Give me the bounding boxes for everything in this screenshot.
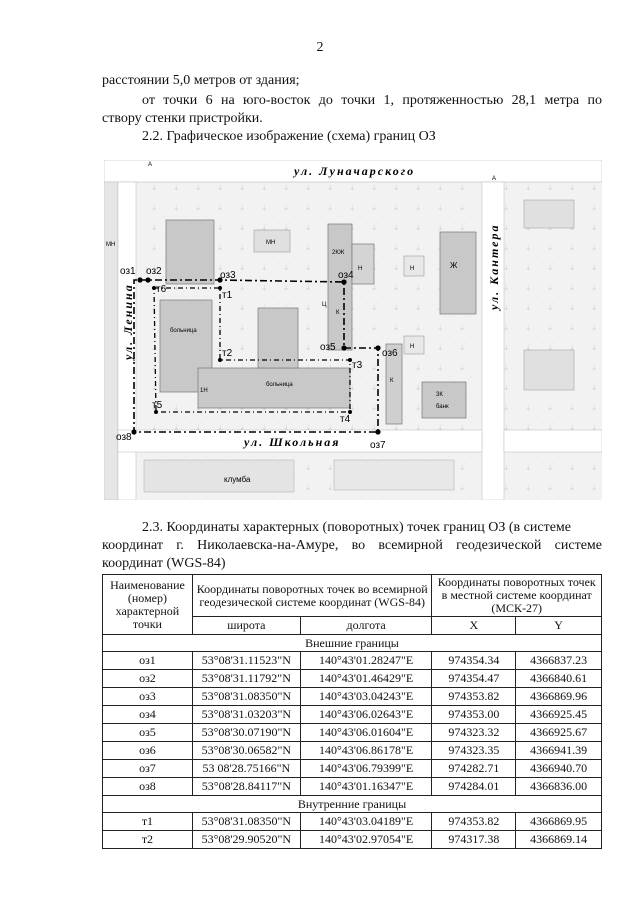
table-row (103, 652, 602, 670)
cell-x: 974354.34 (432, 652, 516, 670)
cell-y: 4366869.14 (516, 831, 602, 849)
cell-x: 974284.01 (432, 778, 516, 796)
point-label-oz7: оз7 (370, 440, 386, 451)
cell-lon: 140°43'06.02643"E (300, 706, 432, 724)
section-inner: Внутренние границы (103, 796, 602, 813)
section-outer: Внешние границы (103, 635, 602, 652)
page-number: 2 (316, 40, 324, 55)
label-h2: Н (410, 266, 415, 272)
cell-lat: 53°08'31.11523"N (192, 652, 300, 670)
cell-lon: 140°43'06.79399"E (300, 760, 432, 778)
cell-lon: 140°43'01.46429"E (300, 670, 432, 688)
table-row (103, 688, 602, 706)
cell-name: оз4 (103, 706, 193, 724)
header-name: Наименование (номер) характерной точки (103, 575, 193, 635)
point-label-oz6: оз6 (382, 348, 398, 359)
label-k2: К (390, 378, 394, 384)
point-label-t1: т1 (222, 290, 233, 301)
cell-x: 974323.32 (432, 724, 516, 742)
label-h1: Н (358, 266, 363, 272)
cell-lon: 140°43'06.86178"E (300, 742, 432, 760)
label-a2: А (492, 176, 497, 182)
table-row (103, 778, 602, 796)
header-wgs: Координаты поворотных точек во всемирной геодезической системе координат (WGS-84) (192, 575, 432, 617)
cell-name: оз8 (103, 778, 193, 796)
point-label-t6: т6 (156, 284, 167, 295)
cell-x: 974282.71 (432, 760, 516, 778)
point-label-oz4: оз4 (338, 270, 354, 281)
label-a1: А (148, 162, 153, 168)
cell-y: 4366840.61 (516, 670, 602, 688)
cell-lat: 53°08'31.11792"N (192, 670, 300, 688)
cell-lon: 140°43'01.28247"E (300, 652, 432, 670)
cell-lat: 53°08'31.08350"N (192, 813, 300, 831)
cell-lon: 140°43'03.04243"E (300, 688, 432, 706)
section-line-1: 2.3. Координаты характерных (поворотных) точек границ ОЗ (в системе (142, 520, 571, 535)
cell-name: оз3 (103, 688, 193, 706)
label-k1: К (336, 310, 340, 316)
coordinates-table (102, 574, 602, 849)
point-label-t3: т3 (352, 360, 363, 371)
table-row (103, 742, 602, 760)
cell-y: 4366941.39 (516, 742, 602, 760)
cell-x: 974323.35 (432, 742, 516, 760)
section-line-2: координат г. Николаевска-на-Амуре, во всемирной геодезической системе (102, 538, 602, 553)
label-mn-2: МН (106, 242, 116, 248)
cell-name: т1 (103, 813, 193, 831)
text-line-3: створу стенки пристройки. (102, 111, 263, 126)
street-east: ул. Кантера (487, 223, 501, 310)
table-row (103, 813, 602, 831)
label-h3: Н (410, 344, 415, 350)
table-row (103, 706, 602, 724)
label-2kzh: 2КЖ (332, 250, 345, 256)
cell-lon: 140°43'01.16347"E (300, 778, 432, 796)
cell-name: оз1 (103, 652, 193, 670)
cell-x: 974317.38 (432, 831, 516, 849)
cell-y: 4366836.00 (516, 778, 602, 796)
label-flowerbed: клумба (224, 475, 251, 484)
table-row (103, 760, 602, 778)
label-c: Ц (322, 302, 327, 308)
point-label-oz1: оз1 (120, 266, 136, 277)
label-bank-type: 3К (436, 392, 443, 398)
cell-x: 974353.82 (432, 813, 516, 831)
header-lon: долгота (300, 617, 432, 635)
point-label-t2: т2 (222, 348, 233, 359)
cell-y: 4366925.45 (516, 706, 602, 724)
cell-lat: 53°08'28.84117"N (192, 778, 300, 796)
point-label-oz5: оз5 (320, 342, 336, 353)
label-hospital-2: больница (266, 382, 293, 388)
header-x: X (432, 617, 516, 635)
table-row (103, 831, 602, 849)
heading-schema: 2.2. Графическое изображение (схема) границ ОЗ (142, 129, 436, 144)
cell-lat: 53°08'30.06582"N (192, 742, 300, 760)
text-line-2: от точки 6 на юго-восток до точки 1, протяженностью 28,1 метра по (142, 93, 602, 108)
cell-lon: 140°43'03.04189"E (300, 813, 432, 831)
cell-y: 4366869.95 (516, 813, 602, 831)
cell-lat: 53 08'28.75166"N (192, 760, 300, 778)
label-bank: банк (436, 404, 449, 410)
section-line-3: координат (WGS-84) (102, 556, 226, 571)
label-zh: Ж (450, 261, 458, 270)
cell-lon: 140°43'06.01604"E (300, 724, 432, 742)
cell-name: т2 (103, 831, 193, 849)
cell-y: 4366837.23 (516, 652, 602, 670)
cell-name: оз2 (103, 670, 193, 688)
header-lat: широта (192, 617, 300, 635)
cell-x: 974354.47 (432, 670, 516, 688)
header-msk: Координаты поворотных точек в местной системе координат (МСК-27) (432, 575, 602, 617)
point-label-t5: т5 (152, 400, 163, 411)
street-north: ул. Луначарского (294, 164, 416, 178)
point-label-oz8: оз8 (116, 432, 132, 443)
point-label-t4: т4 (340, 414, 351, 425)
table-row (103, 724, 602, 742)
label-hospital-1: больница (170, 328, 197, 334)
street-west: ул. Ленина (121, 283, 135, 360)
cell-lat: 53°08'29.90520"N (192, 831, 300, 849)
label-1n: 1Н (200, 388, 208, 394)
table-row (103, 670, 602, 688)
cell-x: 974353.00 (432, 706, 516, 724)
label-mn: МН (266, 240, 276, 246)
header-y: Y (516, 617, 602, 635)
cell-y: 4366940.70 (516, 760, 602, 778)
cell-lat: 53°08'30.07190"N (192, 724, 300, 742)
cell-lat: 53°08'31.08350"N (192, 688, 300, 706)
cell-name: оз6 (103, 742, 193, 760)
cell-y: 4366869.96 (516, 688, 602, 706)
cell-y: 4366925.67 (516, 724, 602, 742)
cell-lon: 140°43'02.97054"E (300, 831, 432, 849)
cell-x: 974353.82 (432, 688, 516, 706)
boundary-map (104, 160, 602, 500)
point-label-oz2: оз2 (146, 266, 162, 277)
street-south: ул. Школьная (244, 435, 341, 449)
cell-name: оз5 (103, 724, 193, 742)
cell-name: оз7 (103, 760, 193, 778)
text-line-1: расстоянии 5,0 метров от здания; (102, 73, 300, 88)
cell-lat: 53°08'31.03203"N (192, 706, 300, 724)
point-label-oz3: оз3 (220, 270, 236, 281)
